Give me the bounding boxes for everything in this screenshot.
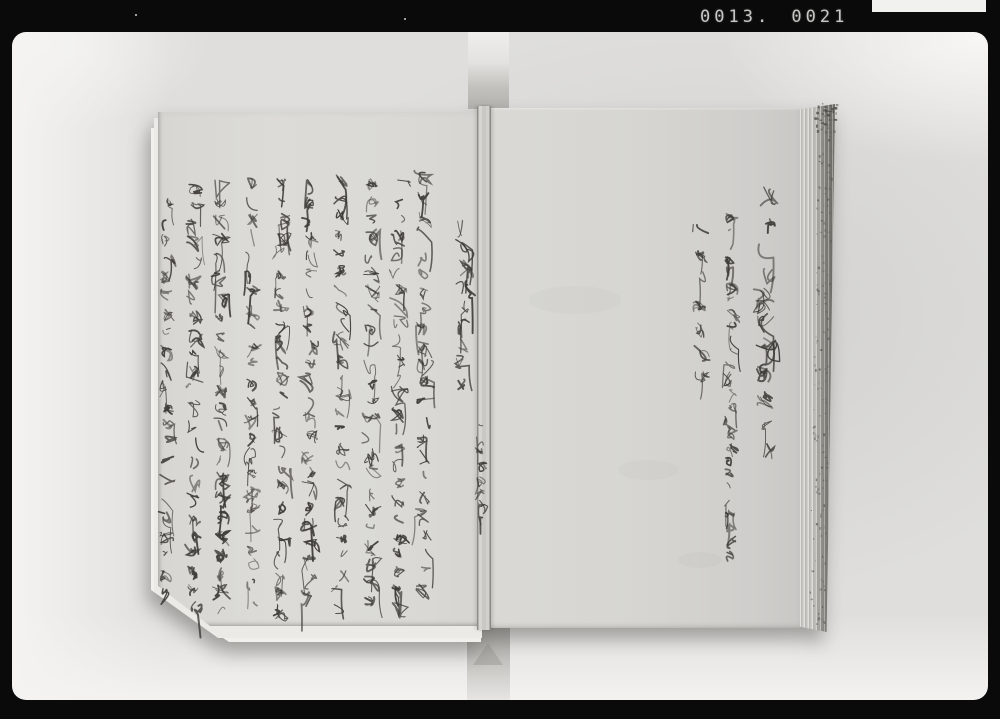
film-edge-tab xyxy=(872,0,986,12)
frame-counter: 0013. 0021 xyxy=(700,7,849,27)
holding-strap-top xyxy=(468,32,509,109)
right-page xyxy=(483,108,800,628)
dust-speck xyxy=(404,18,406,20)
photograph-area xyxy=(12,32,988,700)
dust-speck xyxy=(135,14,137,16)
open-manuscript-book xyxy=(158,104,835,632)
fore-edge-page-stack xyxy=(800,104,835,632)
strap-fold-shadow xyxy=(473,643,503,665)
left-page xyxy=(158,112,483,626)
gutter-binding-strip xyxy=(477,106,491,630)
